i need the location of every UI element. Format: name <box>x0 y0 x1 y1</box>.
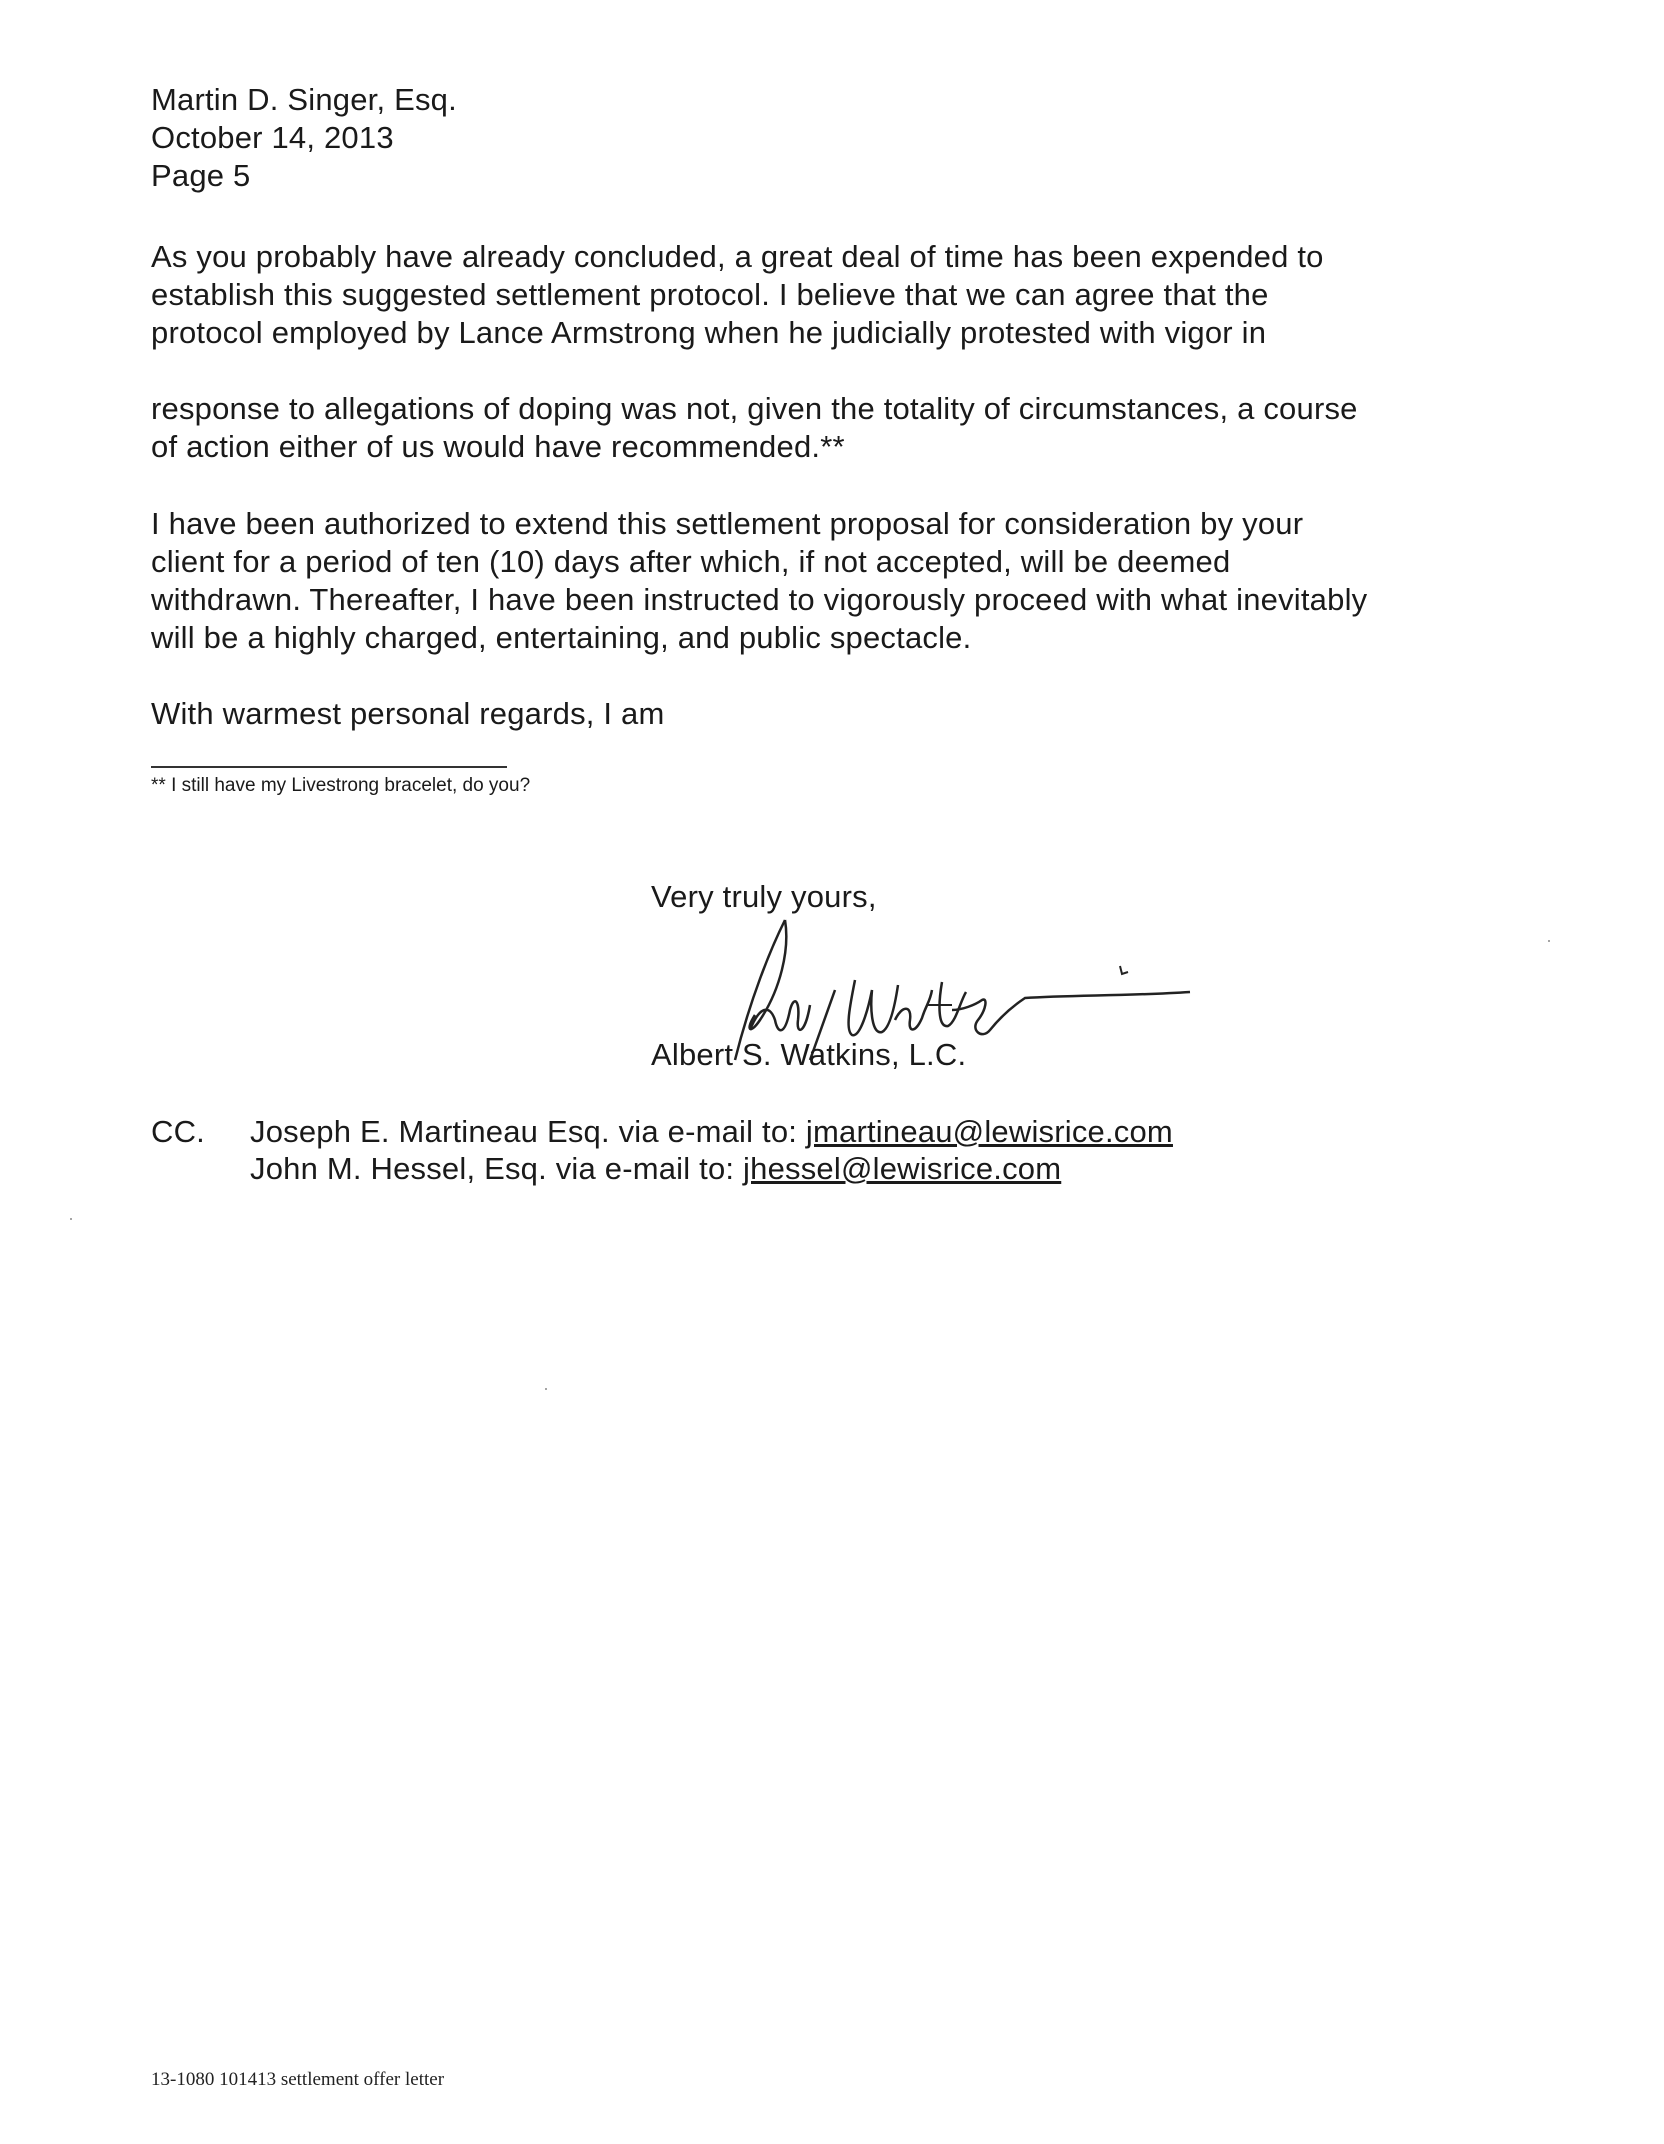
paragraph-line: will be a highly charged, entertaining, and public spectacle. <box>151 620 972 655</box>
recipient-name: Martin D. Singer, Esq. <box>151 82 457 117</box>
scan-speck <box>70 1218 72 1220</box>
cc-recipient-text: Joseph E. Martineau Esq. via e-mail to: <box>250 1114 806 1149</box>
closing-text: With warmest personal regards, I am <box>151 696 665 731</box>
footnote-divider <box>151 766 507 768</box>
body-paragraph-2 <box>151 390 1451 466</box>
paragraph-line: I have been authorized to extend this settlement proposal for consideration by your <box>151 506 1304 541</box>
paragraph-line: protocol employed by Lance Armstrong when he judicially protested with vigor in <box>151 315 1267 350</box>
scan-speck <box>1548 940 1550 942</box>
paragraph-line: client for a period of ten (10) days after which, if not accepted, will be deemed <box>151 544 1231 579</box>
paragraph-line: response to allegations of doping was not, given the totality of circumstances, a course <box>151 391 1358 426</box>
cc-recipient <box>250 1113 1173 1151</box>
signer-name: Albert S. Watkins, L.C. <box>651 1037 967 1072</box>
cc-recipient <box>250 1150 1061 1188</box>
paragraph-line: As you probably have already concluded, a great deal of time has been expended to <box>151 239 1324 274</box>
paragraph-line: establish this suggested settlement protocol. I believe that we can agree that the <box>151 277 1269 312</box>
closing-line <box>151 695 1451 733</box>
cc-email-link[interactable]: jhessel@lewisrice.com <box>743 1151 1062 1186</box>
body-paragraph-1 <box>151 238 1451 352</box>
cc-label: CC. <box>151 1114 205 1149</box>
letter-date: October 14, 2013 <box>151 120 394 155</box>
cc-email-link[interactable]: jmartineau@lewisrice.com <box>805 1114 1173 1149</box>
paragraph-line: withdrawn. Thereafter, I have been instructed to vigorously proceed with what inevitably <box>151 582 1368 617</box>
page-number: Page 5 <box>151 158 251 193</box>
letter-header <box>151 81 457 195</box>
cc-recipient-text: John M. Hessel, Esq. via e-mail to: <box>250 1151 744 1186</box>
paragraph-line: of action either of us would have recommended.** <box>151 429 845 464</box>
body-paragraph-3 <box>151 505 1451 657</box>
footnote: ** I still have my Livestrong bracelet, do you? <box>151 775 531 796</box>
valediction: Very truly yours, <box>651 879 877 914</box>
scan-speck <box>545 1388 547 1390</box>
document-id: 13-1080 101413 settlement offer letter <box>151 2069 445 2090</box>
